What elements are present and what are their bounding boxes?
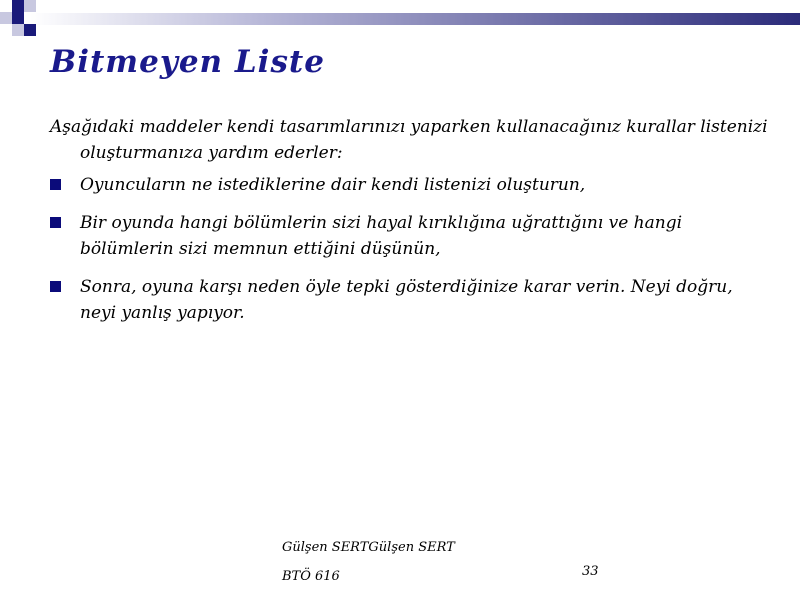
- list-item: [50, 172, 770, 198]
- deco-square: [12, 12, 24, 24]
- square-bullet-icon: [50, 179, 61, 190]
- intro-text: Aşağıdaki maddeler kendi tasarımlarınızı yaparken kullanacağınız kurallar listenizi oluşturmanıza yardım ederler:: [50, 117, 768, 163]
- square-bullet-icon: [50, 281, 61, 292]
- bullet-text: Sonra, oyuna karşı neden öyle tepki gösterdiğinize karar verin. Neyi doğru, neyi yanlış yapıyor.: [80, 277, 733, 323]
- footer-course: BTÖ 616: [282, 569, 340, 584]
- header-gradient-bar: [30, 13, 800, 25]
- deco-square: [0, 12, 12, 24]
- bullet-list: [50, 172, 770, 326]
- square-bullet-icon: [50, 217, 61, 228]
- page-number: 33: [582, 564, 599, 579]
- header-decoration: [0, 0, 800, 40]
- deco-square: [24, 0, 36, 12]
- deco-square: [12, 24, 24, 36]
- deco-square: [12, 0, 24, 12]
- bullet-text: Bir oyunda hangi bölümlerin sizi hayal kırıklığına uğrattığını ve hangi bölümlerin sizi memnun ettiğini düşünün,: [80, 213, 683, 259]
- deco-square: [24, 24, 36, 36]
- list-item: [50, 274, 770, 326]
- slide-title: Bitmeyen Liste: [50, 44, 325, 80]
- slide-content: [50, 114, 770, 338]
- bullet-text: Oyuncuların ne istediklerine dair kendi listenizi oluşturun,: [80, 175, 586, 195]
- footer-author: Gülşen SERTGülşen SERT: [282, 540, 455, 555]
- list-item: [50, 210, 770, 262]
